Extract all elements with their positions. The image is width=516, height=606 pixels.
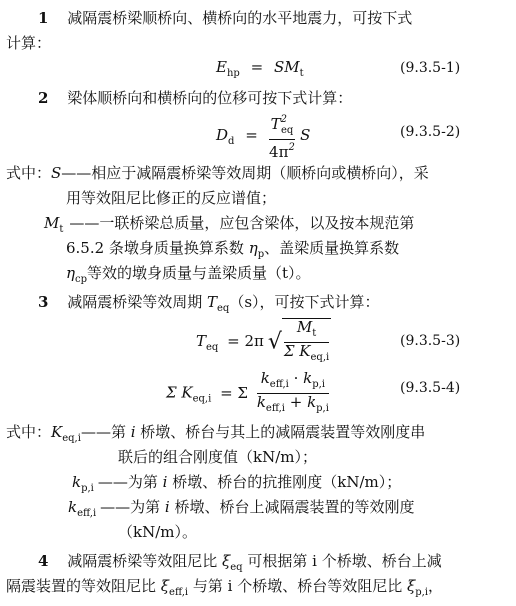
paragraph-text: ， xyxy=(428,577,444,595)
sqrt-body xyxy=(282,318,331,366)
item-number: 3 xyxy=(38,293,49,311)
symbol-S: S xyxy=(51,164,62,182)
paragraph-text: 减隔震桥梁等效阻尼比 xyxy=(67,552,222,570)
definition-text: ——为第 xyxy=(97,473,163,491)
where-m-line-2 xyxy=(66,238,399,265)
eq-operator: = 2π xyxy=(227,332,264,350)
where-k-eq-line-2: 联后的组合刚度值（kN/m）； xyxy=(118,448,317,466)
eq-symbol: Σ K xyxy=(166,383,193,402)
eq-subscript: t xyxy=(299,68,304,79)
paragraph-2 xyxy=(38,88,352,108)
paragraph-text: 与第 i 个桥墩、桥台等效阻尼比 xyxy=(188,577,407,595)
definition-text: ——为第 xyxy=(100,498,165,516)
eq-subscript: cp xyxy=(75,274,88,285)
where-s-line-2: 用等效阻尼比修正的反应谱值； xyxy=(66,189,277,207)
eq-symbol: E xyxy=(216,58,227,76)
eq-subscript: eq,i xyxy=(62,433,81,444)
symbol-xi: ξ xyxy=(222,552,231,570)
symbol-eta: η xyxy=(66,264,75,282)
eq-denominator: 4π xyxy=(269,143,289,161)
sqrt-sign: √ xyxy=(267,329,282,355)
eq-operator: + xyxy=(284,393,308,411)
eq-subscript: eq,i xyxy=(310,352,330,363)
eq-superscript: 2 xyxy=(288,142,295,153)
equation-9-3-5-3 xyxy=(196,318,331,366)
definition-text: ——相应于减隔震桥梁等效周期（顺桥向或横桥向），采 xyxy=(61,164,429,182)
symbol-i: i xyxy=(164,498,170,516)
fraction xyxy=(257,370,329,417)
eq-subscript: t xyxy=(312,328,317,339)
where-lead: 式中： xyxy=(6,423,52,441)
eq-subscript: t xyxy=(59,224,64,235)
eq-denominator: Σ K xyxy=(283,342,311,360)
eq-subscript: eq,i xyxy=(192,393,212,405)
eq-symbol: SM xyxy=(273,58,300,76)
symbol-T: T xyxy=(207,293,218,311)
symbol-xi: ξ xyxy=(160,577,170,595)
equation-9-3-5-1 xyxy=(216,58,304,79)
eq-operator: · xyxy=(288,369,304,387)
eq-symbol: T xyxy=(270,115,281,133)
eq-subscript: eq xyxy=(230,562,243,573)
where-k-eff-line-1 xyxy=(68,497,415,524)
equation-9-3-5-4 xyxy=(166,370,329,417)
eq-subscript: eff,i xyxy=(265,403,285,414)
eq-subscript: eff,i xyxy=(169,587,189,598)
symbol-M: M xyxy=(44,214,60,232)
paragraph-1-line-1 xyxy=(38,8,412,28)
eq-subscript: eq xyxy=(280,125,294,136)
paragraph-3 xyxy=(38,292,380,319)
eq-subscript: p,i xyxy=(316,403,329,414)
definition-text: 6.5.2 条墩身质量换算系数 xyxy=(66,239,249,257)
eq-symbol: D xyxy=(216,126,229,144)
eq-symbol: k xyxy=(260,369,270,387)
paragraph-text: 减隔震桥梁等效周期 xyxy=(67,293,207,311)
symbol-k: k xyxy=(72,473,82,491)
eq-subscript: hp xyxy=(226,68,240,79)
where-k-eq-line-1 xyxy=(6,422,425,449)
symbol-i: i xyxy=(130,423,136,441)
eq-symbol: k xyxy=(303,369,313,387)
eq-subscript: d xyxy=(228,136,235,147)
eq-subscript: p xyxy=(257,249,265,260)
definition-text: 桥墩、桥台与其上的减隔震装置等效刚度串 xyxy=(135,423,426,441)
eq-subscript: eff,i xyxy=(77,508,97,519)
equation-tag: (9.3.5-2) xyxy=(400,124,461,140)
definition-text: 等效的墩身质量与盖梁质量（t）。 xyxy=(87,264,311,282)
definition-text: 桥墩、桥台上减隔震装置的等效刚度 xyxy=(169,498,415,516)
equation-tag: (9.3.5-4) xyxy=(400,380,461,396)
eq-subscript: eq xyxy=(206,342,219,353)
definition-text: 、盖梁质量换算系数 xyxy=(264,239,400,257)
equation-tag: (9.3.5-1) xyxy=(400,60,461,76)
fraction xyxy=(269,112,296,160)
where-lead: 式中： xyxy=(6,164,52,182)
eq-operator: = xyxy=(245,126,258,144)
where-k-p-line xyxy=(72,472,401,499)
eq-symbol: M xyxy=(296,318,313,336)
paragraph-text: 减隔震桥梁顺桥向、横桥向的水平地震力，可按下式 xyxy=(67,9,413,27)
symbol-i: i xyxy=(162,473,168,491)
symbol-K: K xyxy=(51,423,63,441)
paragraph-text: 可根据第 i 个桥墩、桥台上减 xyxy=(242,552,442,570)
where-m-line-1 xyxy=(44,213,414,240)
eq-subscript: eq xyxy=(217,303,230,314)
where-k-eff-line-2: （kN/m）。 xyxy=(118,523,197,541)
definition-text: ——一联桥梁总质量，应包含梁体，以及按本规范第 xyxy=(69,214,415,232)
definition-text: 桥墩、桥台的抗推刚度（kN/m）； xyxy=(167,473,402,491)
paragraph-1-line-2: 计算： xyxy=(6,34,52,52)
where-m-line-3 xyxy=(66,263,311,290)
symbol-xi: ξ xyxy=(406,577,416,595)
eq-subscript: eff,i xyxy=(269,379,289,390)
eq-subscript: p,i xyxy=(81,483,94,494)
eq-operator: = xyxy=(250,58,264,76)
eq-subscript: p,i xyxy=(312,379,326,390)
item-number: 2 xyxy=(38,89,49,107)
eq-superscript: 2 xyxy=(280,114,287,125)
item-number: 4 xyxy=(38,552,49,570)
equation-9-3-5-2 xyxy=(216,112,310,160)
paragraph-4-line-2 xyxy=(6,576,443,603)
eq-symbol: S xyxy=(300,126,311,144)
symbol-k: k xyxy=(68,498,78,516)
item-number: 1 xyxy=(38,9,49,27)
fraction xyxy=(284,319,329,366)
symbol-eta: η xyxy=(248,239,258,257)
eq-symbol: k xyxy=(256,393,266,411)
paragraph-text: 隔震装置的等效阻尼比 xyxy=(6,577,161,595)
where-s-line-1 xyxy=(6,163,429,183)
paragraph-text: 梁体顺桥向和横桥向的位移可按下式计算： xyxy=(67,89,353,107)
eq-symbol: T xyxy=(196,332,207,350)
eq-operator: = Σ xyxy=(220,383,249,402)
eq-symbol: k xyxy=(307,393,317,411)
definition-text: ——第 xyxy=(80,423,131,441)
eq-subscript: p,i xyxy=(415,587,429,598)
paragraph-text: （s），可按下式计算： xyxy=(229,293,380,311)
equation-tag: (9.3.5-3) xyxy=(400,333,461,349)
paragraph-4-line-1 xyxy=(38,551,442,578)
